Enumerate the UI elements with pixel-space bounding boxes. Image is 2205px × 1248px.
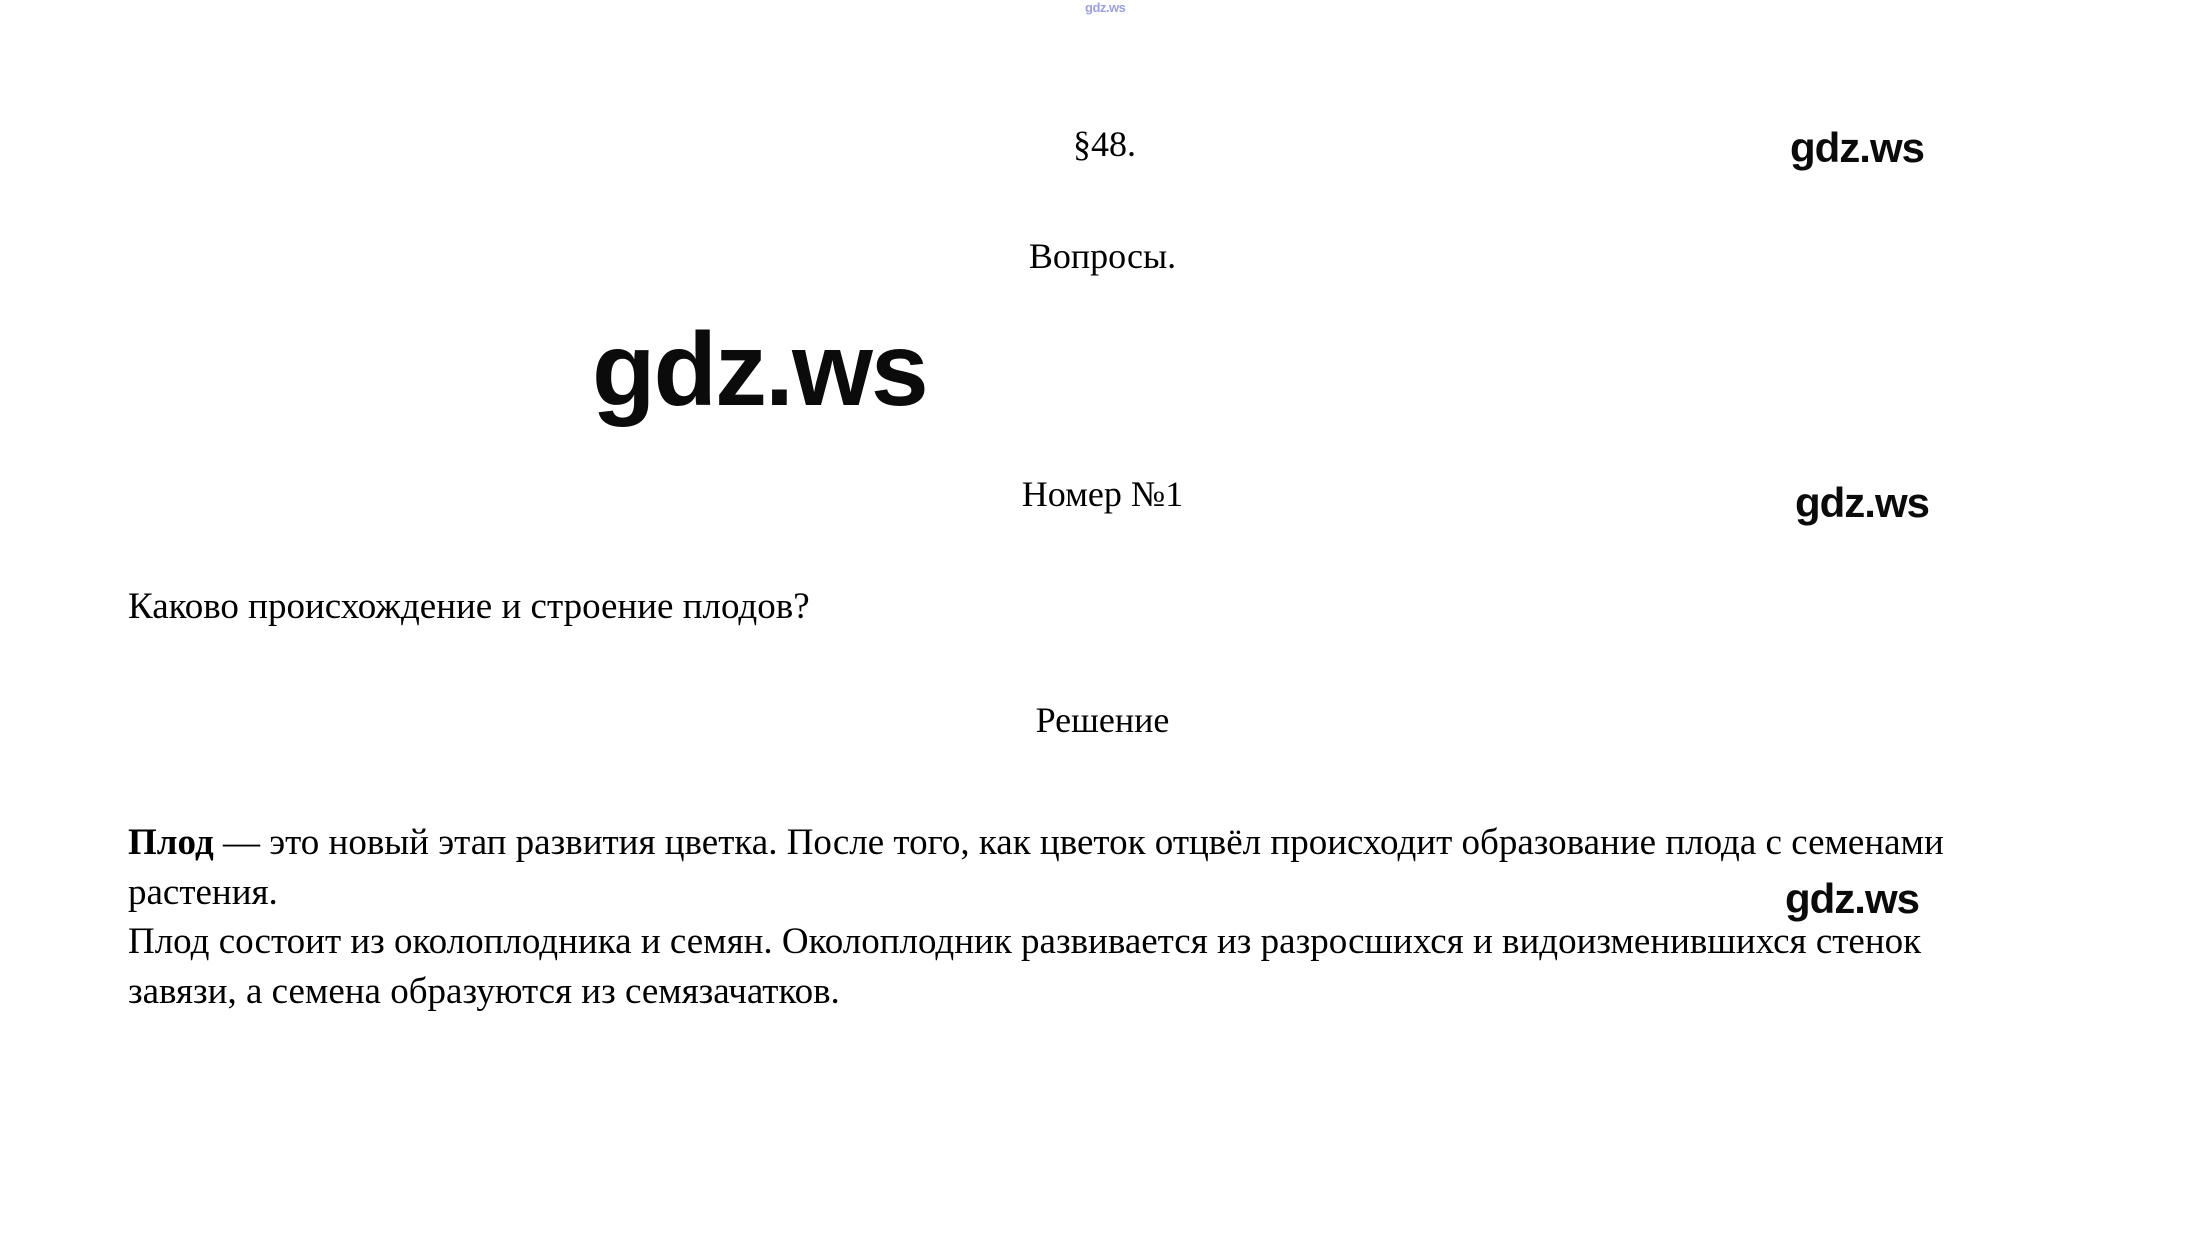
section-number: §48. bbox=[1073, 124, 1136, 164]
watermark-right-top: gdz.ws bbox=[1790, 124, 1925, 171]
answer-body bbox=[128, 818, 2033, 1016]
question-text: Каково происхождение и строение плодов? bbox=[128, 586, 810, 627]
watermark-top-icon: gdz.ws bbox=[1085, 0, 1126, 15]
questions-heading: Вопросы. bbox=[1028, 236, 1177, 276]
watermark-right-bottom: gdz.ws bbox=[1785, 875, 1920, 922]
solution-heading: Решение bbox=[1035, 700, 1170, 740]
answer-paragraph-1-rest: — это новый этап развития цветка. После того, как цветок отцвёл происходит образование плода с семенами растения. bbox=[128, 822, 1944, 913]
answer-term: Плод bbox=[128, 822, 214, 863]
answer-paragraph-1 bbox=[128, 818, 2033, 917]
item-heading: Номер №1 bbox=[1021, 474, 1184, 514]
watermark-center: gdz.ws bbox=[592, 312, 927, 428]
watermark-right-middle: gdz.ws bbox=[1795, 479, 1930, 526]
answer-paragraph-2: Плод состоит из околоплодника и семян. Околоплодник развивается из разросшихся и видоизменившихся стенок завязи, а семена образуются из семязачатков. bbox=[128, 921, 1922, 1012]
